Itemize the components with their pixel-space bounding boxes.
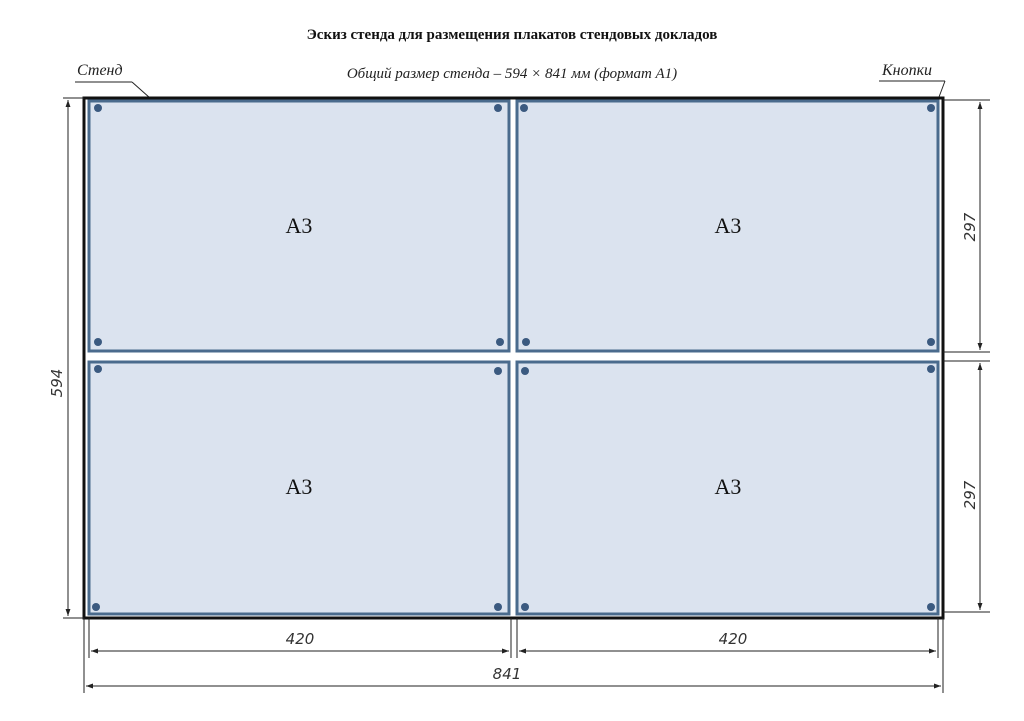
pin-dot [927, 104, 935, 112]
pin-dot [496, 338, 504, 346]
pin-dot [94, 104, 102, 112]
dimension-label-poster-width-left: 420 [285, 630, 315, 648]
pin-dot [494, 603, 502, 611]
poster-label-top-right: А3 [714, 213, 742, 238]
dimension-label-poster-height-bottom: 297 [961, 480, 979, 510]
pin-dot [521, 367, 529, 375]
pin-dot [94, 365, 102, 373]
dimension-label-total-height: 594 [48, 368, 66, 398]
dimension-label-poster-width-right: 420 [718, 630, 748, 648]
pin-dot [94, 338, 102, 346]
pin-dot [521, 603, 529, 611]
stand-size-caption: Общий размер стенда – 594 × 841 мм (формат А1) [346, 66, 678, 82]
pins-callout-label: Кнопки [882, 62, 933, 79]
dimension-label-poster-height-top: 297 [961, 212, 979, 242]
pin-dot [927, 338, 935, 346]
pin-dot [522, 338, 530, 346]
pin-dot [927, 365, 935, 373]
stand-callout-label: Стенд [77, 62, 123, 79]
dimension-total-height [63, 98, 84, 618]
poster-label-top-left: А3 [285, 213, 313, 238]
pin-dot [494, 104, 502, 112]
pin-dot [92, 603, 100, 611]
pin-dot [927, 603, 935, 611]
dimension-label-total-width: 841 [492, 665, 522, 683]
poster-label-bottom-right: А3 [714, 474, 742, 499]
stand-callout-leader [75, 82, 150, 98]
pin-dot [520, 104, 528, 112]
sketch-title: Эскиз стенда для размещения плакатов стендовых докладов [306, 27, 718, 43]
poster-label-bottom-left: А3 [285, 474, 313, 499]
pin-dot [494, 367, 502, 375]
